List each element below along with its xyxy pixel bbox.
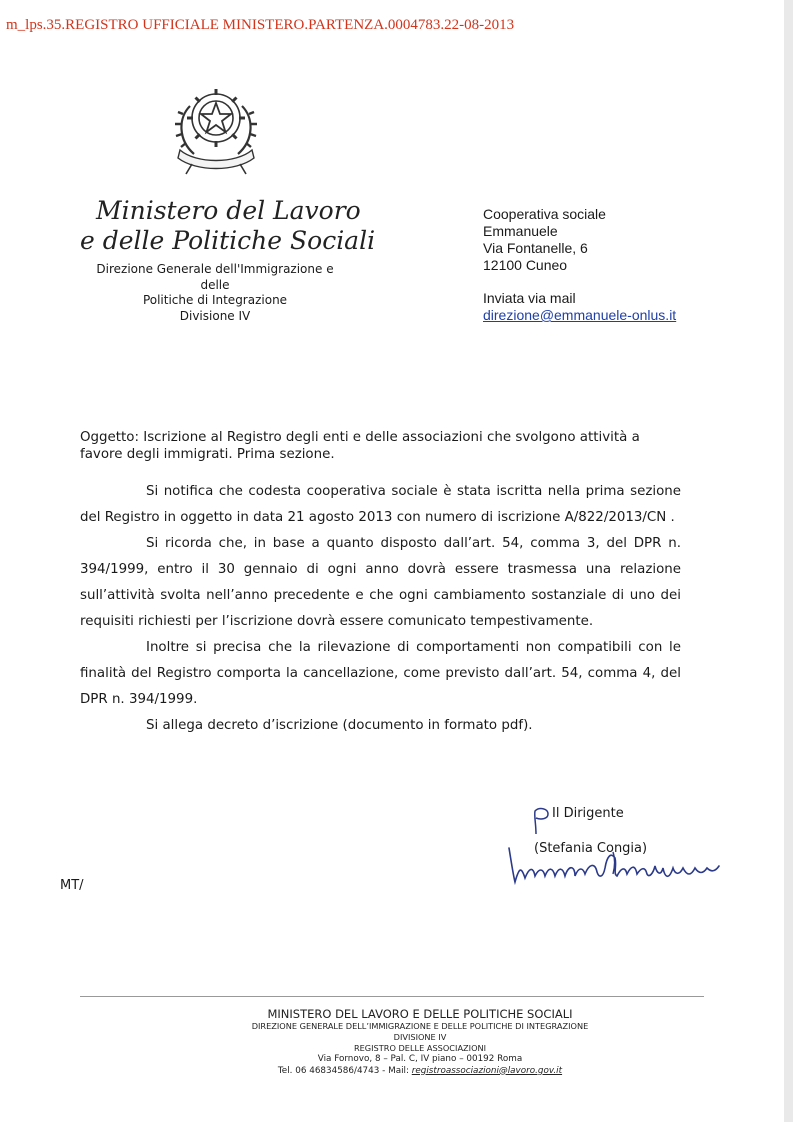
direction-block: [80, 262, 350, 324]
letter-paragraph: Si ricorda che, in base a quanto disposto dall’art. 54, comma 3, del DPR n. 394/1999, entro il 30 gennaio di ogni anno dovrà essere trasmessa una relazione sull’attività svolta nell’anno precedente e che ogni cambiamento sostanziale di uno dei requisiti richiesti per l’iscrizione dovrà essere comunicato tempestivamente.: [80, 536, 681, 629]
signatory-title: Il Dirigente: [552, 806, 624, 821]
handwritten-signature: [505, 838, 727, 890]
direction-line: Direzione Generale dell'Immigrazione e delle: [96, 262, 334, 292]
addressee-line: Cooperativa sociale: [483, 206, 606, 222]
footer-divider: [80, 996, 704, 997]
letter-paragraph: Si notifica che codesta cooperativa sociale è stata iscritta nella prima sezione del Registro in oggetto in data 21 agosto 2013 con numero di iscrizione A/822/2013/CN .: [80, 484, 681, 525]
footer-division: DIVISIONE IV: [393, 1032, 447, 1042]
footer-address: Via Fornovo, 8 – Pal. C, IV piano – 00192 Roma: [317, 1054, 523, 1064]
footer-registry: REGISTRO DELLE ASSOCIAZIONI: [353, 1043, 487, 1053]
typist-initials: MT/: [60, 878, 84, 893]
direction-line: Politiche di Integrazione: [142, 293, 288, 307]
footer-phone: Tel. 06 46834586/4743 - Mail:: [277, 1065, 412, 1076]
addressee-email-link[interactable]: direzione@emmanuele-onlus.it: [483, 307, 677, 323]
signatory-name: (Stefania Congia): [534, 841, 648, 856]
footer-ministry: MINISTERO DEL LAVORO E DELLE POLITICHE SOCIALI: [267, 1007, 573, 1021]
direction-division: Divisione IV: [179, 308, 251, 323]
italian-republic-emblem-icon: [170, 78, 262, 178]
letter-paragraph: Si allega decreto d’iscrizione (documento in formato pdf).: [146, 718, 533, 733]
signature-initial-mark: [530, 806, 554, 836]
delivery-note: Inviata via mail: [483, 290, 576, 306]
letter-subject: Oggetto: Iscrizione al Registro degli enti e delle associazioni che svolgono attività a favore degli immigrati. Prima sezione.: [80, 430, 640, 462]
page-edge: [784, 0, 793, 1122]
letter-paragraph: Inoltre si precisa che la rilevazione di comportamenti non compatibili con le finalità del Registro comporta la cancellazione, come previsto dall’art. 54, comma 4, del DPR n. 394/1999.: [80, 640, 681, 707]
protocol-header: m_lps.35.REGISTRO UFFICIALE MINISTERO.PARTENZA.0004783.22-08-2013: [6, 17, 515, 33]
addressee-street: Via Fontanelle, 6: [483, 240, 588, 256]
addressee-line: Emmanuele: [483, 223, 558, 239]
footer-email-link[interactable]: registroassociazioni@lavoro.gov.it: [411, 1065, 563, 1076]
letterhead-footer: [80, 1008, 760, 1077]
addressee-block: [483, 206, 676, 324]
ministry-name-line1: Ministero del Lavoro: [96, 196, 361, 225]
letter-body: [80, 479, 681, 739]
footer-contacts: [80, 1066, 760, 1078]
footer-direction: DIREZIONE GENERALE DELL’IMMIGRAZIONE E DELLE POLITICHE DI INTEGRAZIONE: [251, 1021, 589, 1031]
ministry-name-line2: e delle Politiche Sociali: [80, 226, 376, 255]
ministry-name: [80, 196, 375, 256]
addressee-city: 12100 Cuneo: [483, 257, 568, 273]
